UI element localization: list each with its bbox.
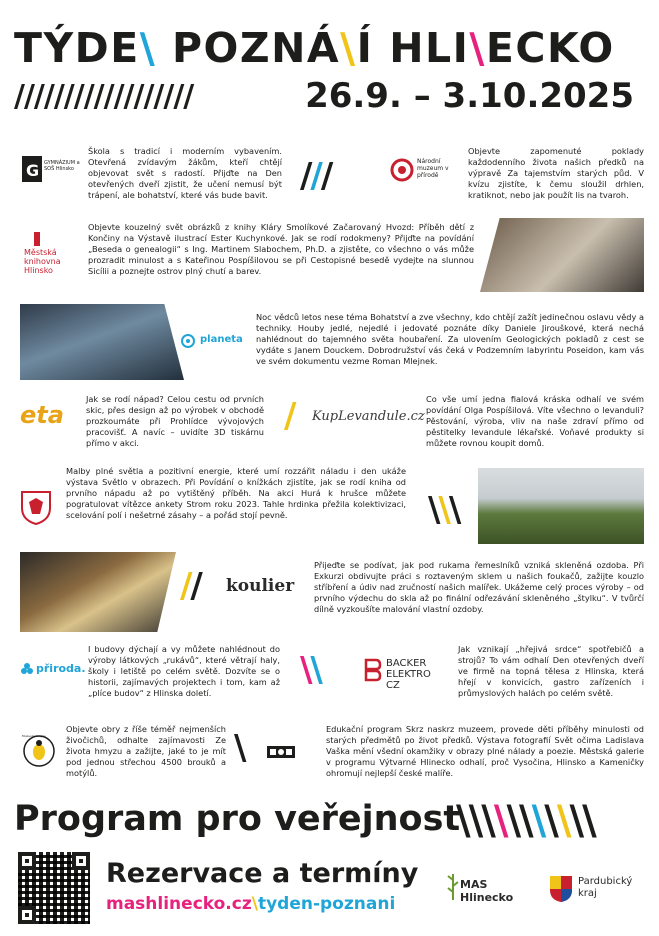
priroda-text: I budovy dýchají a vy můžete nahlédnout do výroby látkových „rukávů“, které větrají haly, školy i letiště po celém světě. Dozvíte se o historii, zajímavých projektech i tom, kam až „plíce budov“ z Hlinska doletí. xyxy=(88,644,280,698)
planeta-logo: planeta xyxy=(180,330,240,352)
museum-icon xyxy=(266,744,296,760)
slash-decoration: \ xyxy=(234,728,245,768)
muzeum-hmyzu-logo: Muzeum hmyzu xyxy=(22,734,56,768)
hmyz-text: Objevte obry z říše téměř nejmenších živočichů, odhalte zajímavosti Ze života hmyzu a zažijte, jaké to je mít pod jednou střechou 4500 brouků a motýlů. xyxy=(66,724,226,778)
gymnazium-logo: G GYMNÁZIUM a SOŠ Hlinsko xyxy=(22,152,78,186)
slash-decoration: // xyxy=(180,566,201,606)
event-date-range: 26.9. – 3.10.2025 xyxy=(305,76,634,116)
kuplevandule-text: Co vše umí jedna fialová kráska odhalí ve svém povídání Olga Pospíšilová. Víte všechno o levanduli? Pěstování, výroba, vliv na naše zdraví přímo od pěstitelky levandule lékařské. Voňavé produkty si můžete rovnou koupit domů. xyxy=(426,394,644,448)
koulier-logo: koulier xyxy=(226,576,295,596)
date-bar xyxy=(14,76,654,118)
skrz-naskrz-text: Edukační program Skrz naskrz muzeem, provede děti příběhy minulosti od starých předmětů po život předků. Výstava fotografií Svět očima Ladislava Vaška mění všední okamžiky v obrazy plné nálady a poezie. Městská galerie v programu Výtvarné Hlinecko odhalí, proč Vysočina, Hlinsko a Kameničky ohromují nejlepší české malíře. xyxy=(326,724,644,778)
knihovna-text: Objevte kouzelný svět obrázků z knihy Kláry Smolíkové Začarovaný Hvozd: Příběh dětí z Končiny na Výstavě ilustrací Ester Kuchynkové. Jak se rodí rodokmeny? Přijďte na povídání „Beseda o genealogii“ s Ing. Martinem Slabochem, Ph.D. a zjistěte, co všechno o vás může prozradit minulost a s Kateřinou Pospíšilovou se při Cestopisné besedě vydejte na slunnou Sicílii a poznejte ostrov plný chutí a barev. xyxy=(88,222,474,276)
koulier-text: Přijeďte se podívat, jak pod rukama řemeslníků vzniká skleněná ozdoba. Při Exkurzi obdivujte práci s roztaveným sklem u našich foukačů, zažijte kouzlo stříbření a údiv nad zručností našich malířek. Ukážeme celý proces výroby – od prvního výdechu do skla až po finální odřezávání skleněného „štylku“. V tvůrčí dílně vyzkoušíte malování vlastní ozdoby. xyxy=(314,560,644,614)
planetarium-text: Noc vědců letos nese téma Bohatství a zve všechny, kdo chtějí zažít jedinečnou oslavu vědy a techniky. Houby jedlé, nejedlé i jedovaté poznáte díky Daniele Jirouškové, která nechá nahlédnout do tajemného světa houbaření. Za ulovením Geologických pokladů z cest se vydáte s Janem Douckem. Dobrodružství vás čeká v Podzemním labyrintu Poseidon, kam vás ve svém dokumentu vezme Roman Mlejnek. xyxy=(256,312,644,366)
pardubicky-kraj-logo: Pardubický kraj xyxy=(548,872,648,906)
reservation-heading: Rezervace a termíny xyxy=(106,858,419,889)
pear-tree-photo xyxy=(478,468,644,544)
qr-code[interactable] xyxy=(18,852,90,924)
gymnazium-text: Škola s tradicí i moderním vybavením. Otevřená zvídavým žákům, kteří chtějí objevovat svět s radostí. Přijďte na Den otevřených dveří zjistit, že učení nemusí být trápení, ale bohatství, které vás bude bavit. xyxy=(88,146,282,200)
backer-logo: BACKER ELEKTRO CZ xyxy=(362,656,444,684)
slash-decoration: \\\ xyxy=(428,490,460,530)
narodni-muzeum-text: Objevte zapomenuté poklady každodenního života našich předků na výpravě Za tajemstvím starých půd. V kvízu zjistíte, k čemu sloužil drhlen, kratiknot, nebo jak použít lis na tvaroh. xyxy=(468,146,644,200)
backer-text: Jak vznikají „hřejivá srdce“ spotřebičů a strojů? To vám odhalí Den otevřených dveří ve firmě na topná tělesa z Hlinska, která hřejí v konvicích, gastro zařízeních i průmyslových halách po celém světě. xyxy=(458,644,644,698)
slash-decoration: ////////////////// xyxy=(14,79,194,114)
slash-decoration: / xyxy=(284,396,295,436)
koulier-photo xyxy=(20,552,176,632)
event-dates xyxy=(305,76,634,116)
svg-text:G: G xyxy=(26,161,40,180)
narodni-muzeum-logo: Národní muzeum v přírodě xyxy=(390,154,460,188)
knihovna-photo xyxy=(480,218,644,292)
mesto-text: Malby plné světla a pozitivní energie, které umí rozzářit náladu i den ukáže výstava Světlo v obrazech. Při Povídání o knížkách zjistíte, jak se rodí kniha od prvního nápadu až po vytištěný příběh. Na akci Hurá k hrušce můžete pogratulovat vítězce ankety Strom roku 2023. Tahle hrdinka přežila kolektivizaci, scelování polí i nešetrné zásahy – a pořád stojí pevně. xyxy=(66,466,406,520)
program-heading: Program pro veřejnost xyxy=(14,799,461,839)
eta-logo: eta xyxy=(20,401,64,429)
website-link[interactable]: mashlinecko.cz\tyden-poznani xyxy=(106,894,396,914)
eta-text: Jak se rodí nápad? Celou cestu od prvních skic, přes design až po výrobek v obchodě prozkoumáte při Prohlídce vývojových pracovišť. A navíc – uvidíte 3D tiskárnu přímo v akci. xyxy=(86,394,264,448)
slash-decoration: \\\\\\\\\\\ xyxy=(456,798,595,844)
planetarium-photo xyxy=(20,304,184,380)
knihovna-logo: Městská knihovna Hlinsko xyxy=(24,232,80,276)
mas-hlinecko-logo: MAS Hlinecko xyxy=(446,868,524,908)
slash-decoration: \\ xyxy=(300,650,321,690)
slash-decoration: /// xyxy=(300,156,332,196)
priroda-logo: přiroda. xyxy=(20,660,82,680)
kuplevandule-logo: KupLevandule.cz xyxy=(312,409,425,424)
page-title: TÝDE\ POZNÁ\Í HLI\ECKO xyxy=(14,24,615,72)
hlinsko-coat-of-arms-icon xyxy=(20,490,54,526)
